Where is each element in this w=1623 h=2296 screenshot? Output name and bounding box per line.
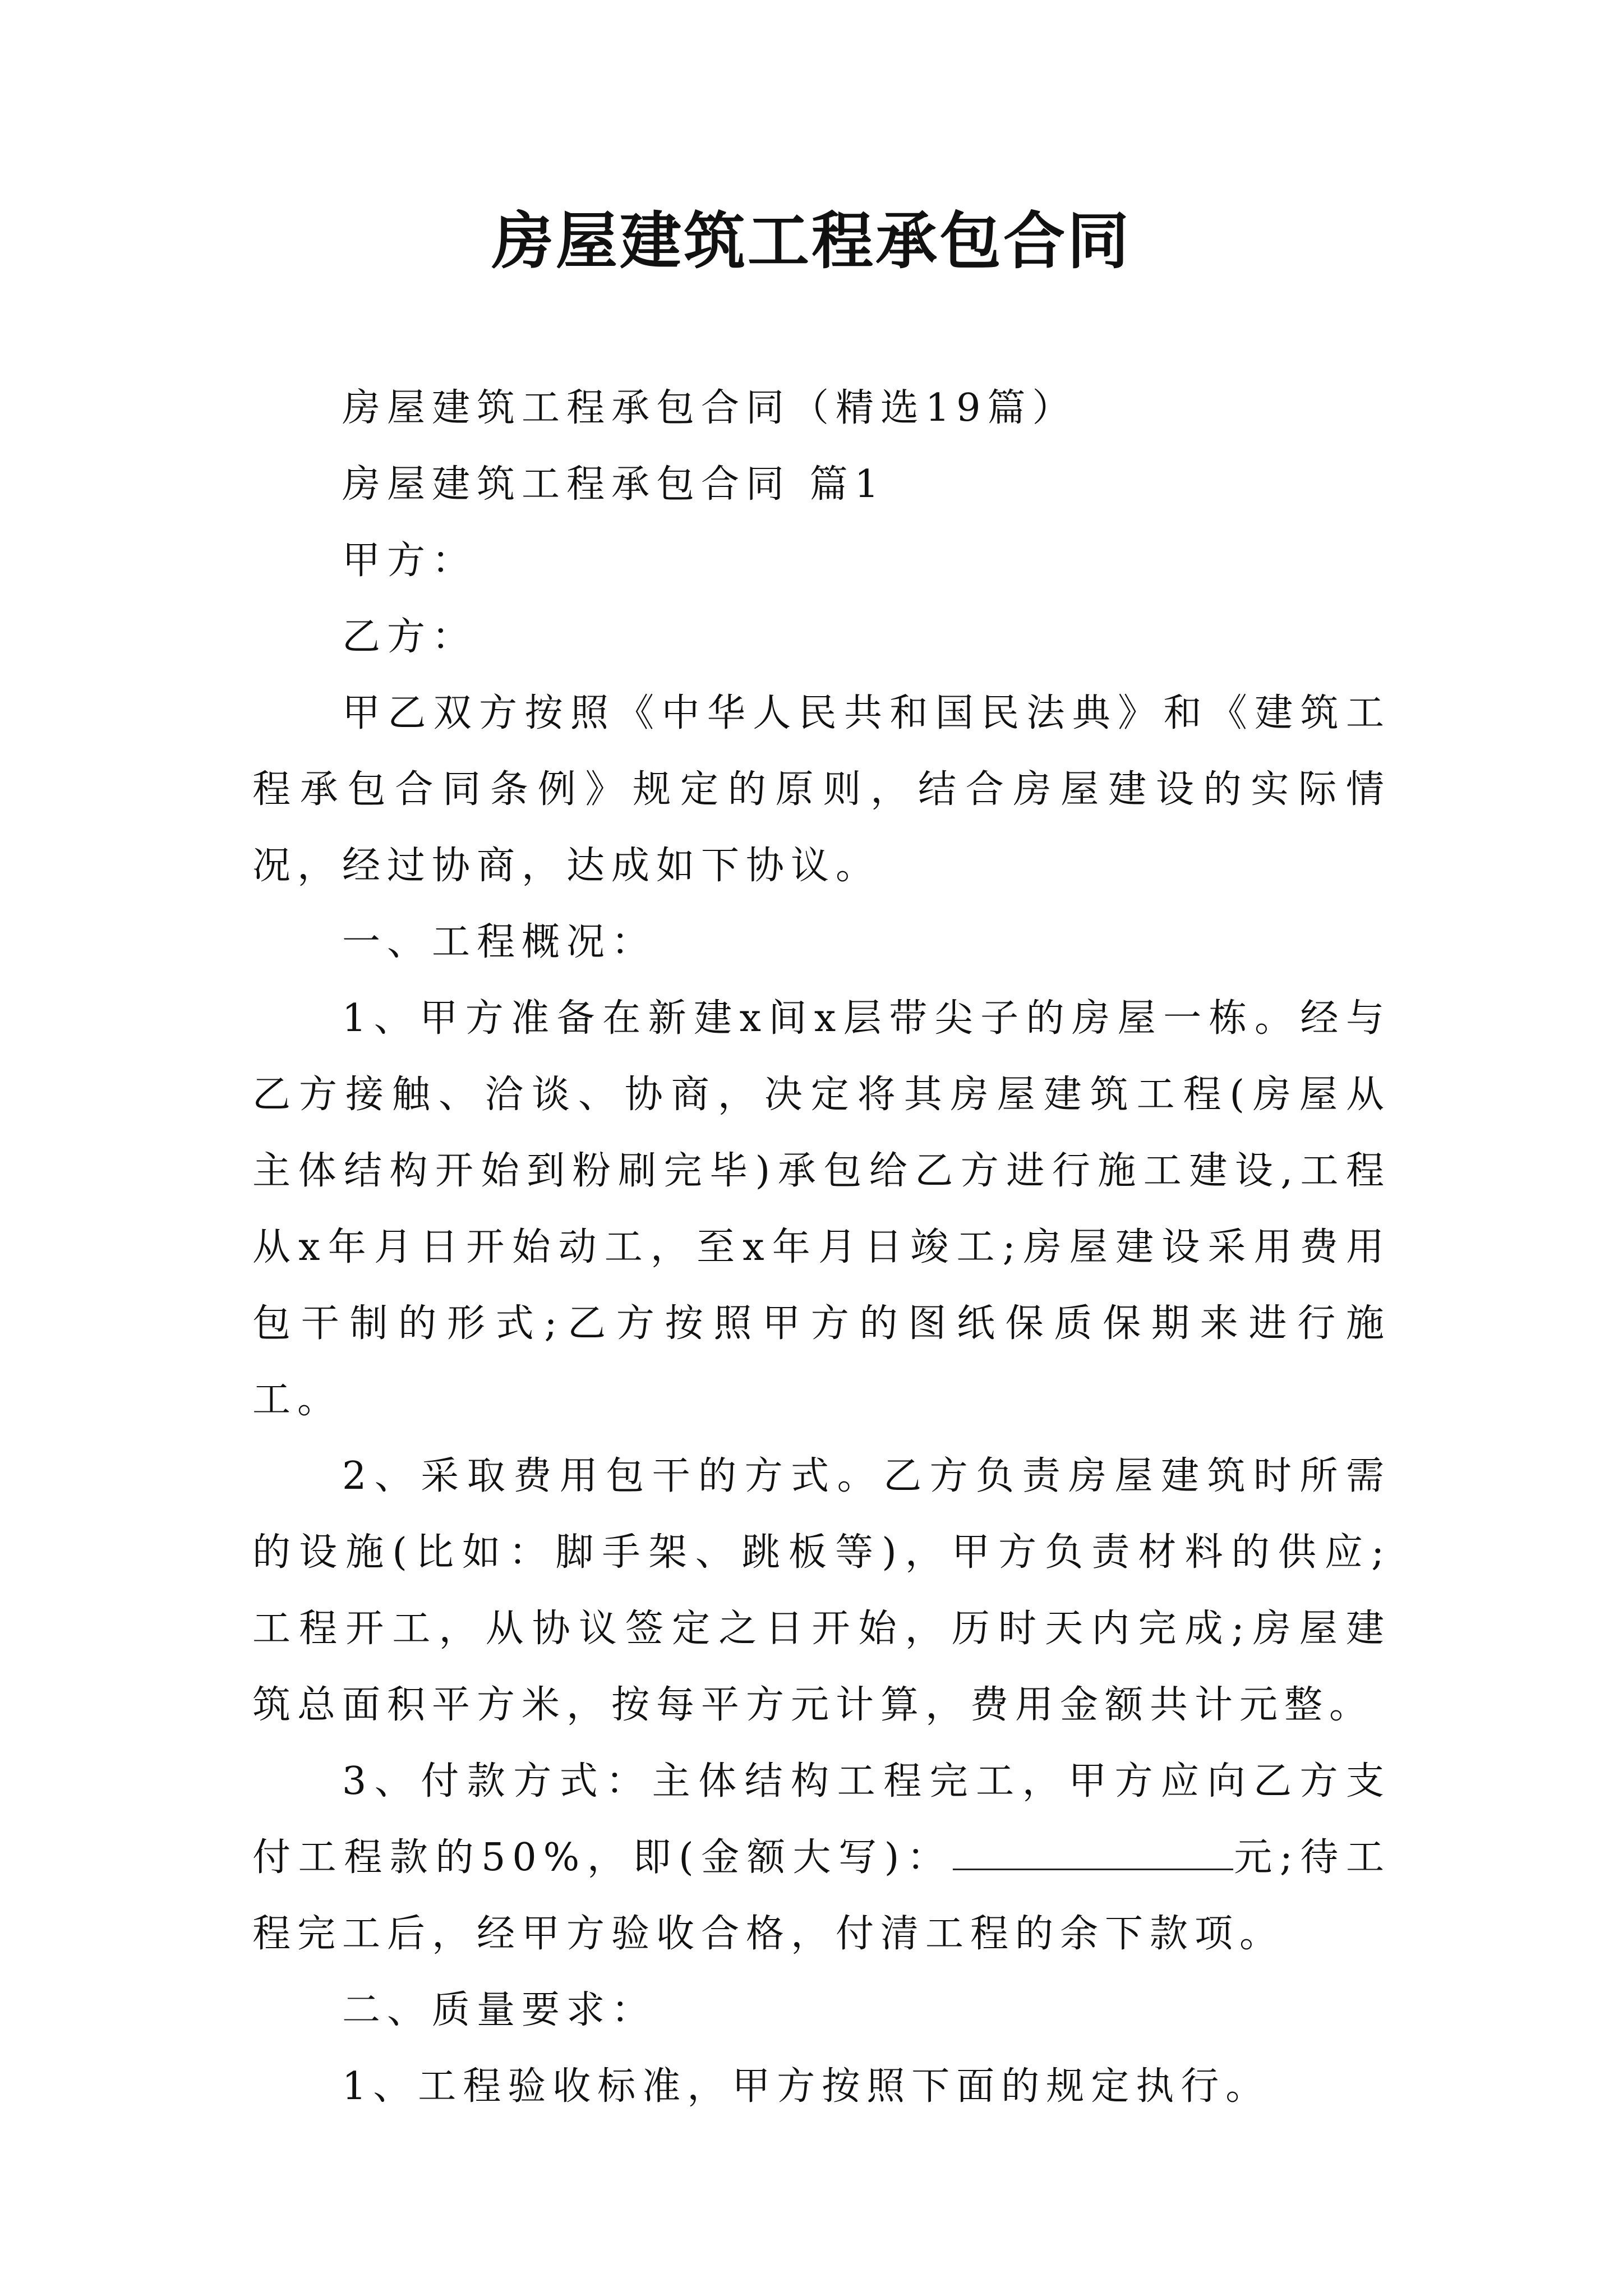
heading-project-overview: 一、工程概况：	[342, 920, 657, 964]
clause-2-1: 1、工程验收标准，甲方按照下面的规定执行。	[342, 2064, 1271, 2109]
clause-1-1: 1、甲方准备在新建x间x层带尖子的房屋一栋。经与乙方接触、洽谈、协商，决定将其房屋建筑工程(房屋从主体结构开始到粉刷完毕)承包给乙方进行施工建设,工程从x年月日开始动工，至x年月日竣工;房屋建设采用费用包干制的形式;乙方按照甲方的图纸保质保期来进行施工。	[252, 996, 1391, 1422]
subtitle-paragraph: 房屋建筑工程承包合同（精选19篇）	[342, 386, 1077, 430]
document-title: 房屋建筑工程承包合同	[492, 205, 1131, 277]
clause-1-3	[252, 1743, 1391, 1972]
document-body	[252, 370, 1391, 2125]
party-b-line: 乙方：	[342, 615, 477, 659]
amount-blank-line	[953, 1826, 1233, 1870]
party-a-line: 甲方：	[342, 539, 477, 583]
intro-paragraph: 甲乙双方按照《中华人民共和国民法典》和《建筑工程承包合同条例》规定的原则，结合房屋建设的实际情况，经过协商，达成如下协议。	[252, 691, 1391, 888]
clause-1-2: 2、采取费用包干的方式。乙方负责房屋建筑时所需的设施(比如：脚手架、跳板等)，甲方负责材料的供应;工程开工，从协议签定之日开始，历时天内完成;房屋建筑总面积平方米，按每平方元计算，费用金额共计元整。	[252, 1454, 1391, 1727]
clause-1-3-text-before: 3、付款方式：主体结构工程完工，甲方应向乙方支付工程款的50%，即(金额大写)：	[252, 1759, 1391, 1880]
section-heading: 房屋建筑工程承包合同 篇1	[342, 462, 886, 507]
heading-quality-requirements: 二、质量要求：	[342, 1988, 657, 2032]
clause-1-3-text-after: 元;待工程完工后，经甲方验收合格，付清工程的余下款项。	[252, 1835, 1391, 1956]
